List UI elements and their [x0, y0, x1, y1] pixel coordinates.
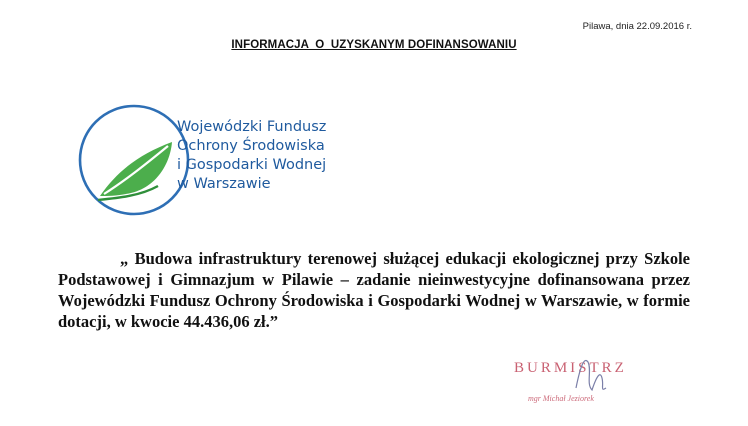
logo-line: Ochrony Środowiska — [177, 138, 325, 154]
wfosigw-logo-mark — [78, 104, 190, 216]
funding-statement: „ Budowa infrastruktury terenowej służącej edukacji ekologicznej przy Szkole Podstawowej i Gimnazjum w Pilawie – zadanie nieinwestycyjne dofinansowana przez Wojewódzki Fundusz Ochrony Środowiska i Gospodarki Wodnej w Warszawie, w formie dotacji, w kwocie 44.436,06 zł.” — [58, 249, 690, 331]
logo-line: w Warszawie — [177, 176, 271, 192]
logo-wordmark — [177, 118, 326, 194]
stamp-title: BURMISTRZ — [514, 360, 627, 376]
logo-line: Wojewódzki Fundusz — [177, 119, 327, 135]
mayor-stamp-signature — [506, 348, 656, 410]
stamp-name: mgr Michał Jeziorek — [528, 394, 594, 403]
place-date: Pilawa, dnia 22.09.2016 r. — [582, 21, 692, 32]
leaf-icon — [100, 142, 172, 196]
logo-ring — [80, 106, 188, 214]
logo-line: i Gospodarki Wodnej — [177, 157, 327, 173]
document-title: INFORMACJA O UZYSKANYM DOFINANSOWANIU — [231, 39, 517, 51]
